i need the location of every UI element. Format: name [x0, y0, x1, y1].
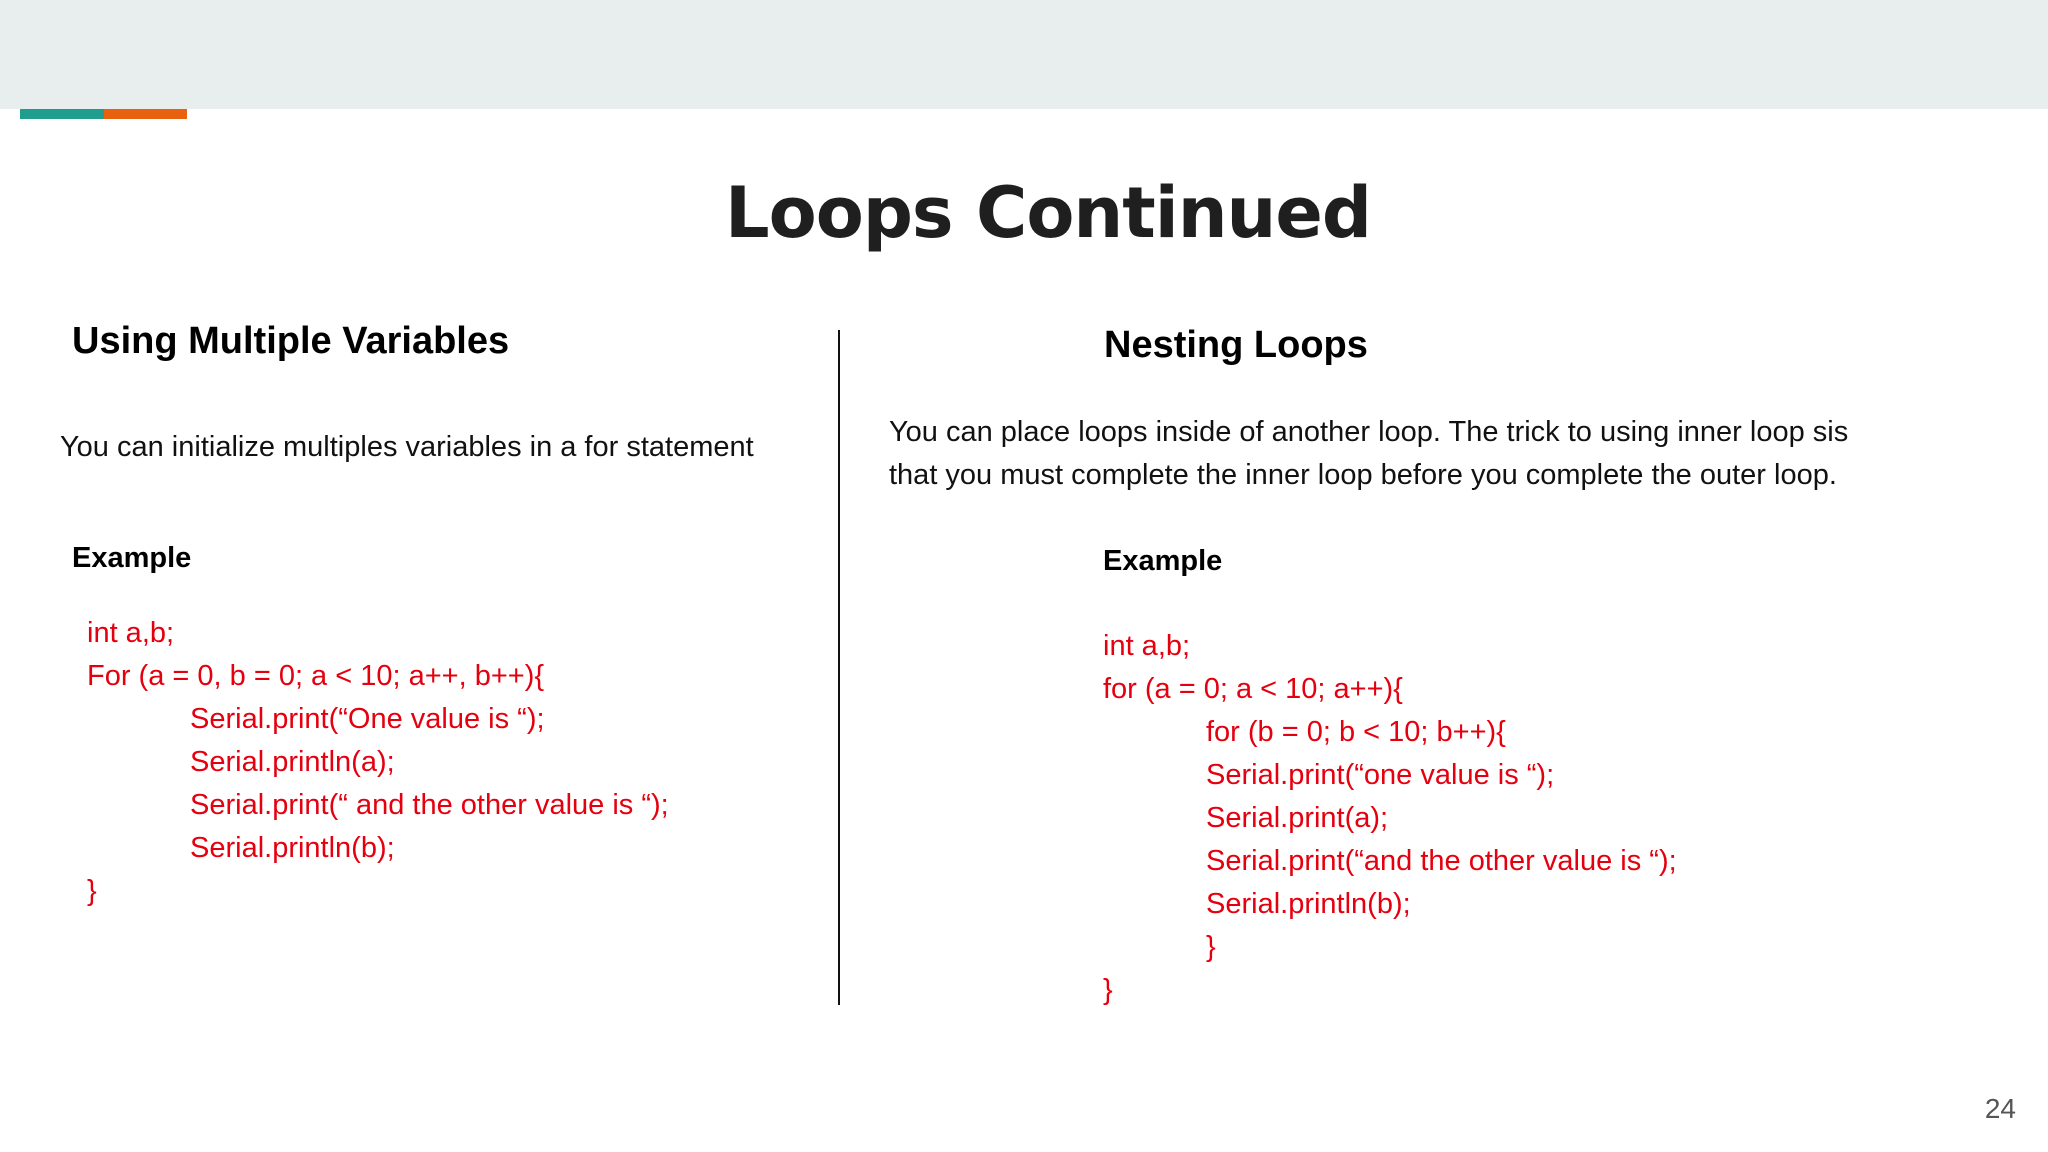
- right-body-line: that you must complete the inner loop before you complete the outer loop.: [889, 459, 1837, 491]
- left-example-label: Example: [72, 542, 192, 574]
- right-body-line: You can place loops inside of another loop. The trick to using inner loop sis: [889, 416, 1849, 448]
- code-line: int a,b;: [1103, 630, 1191, 662]
- right-code-block: [1103, 625, 1677, 1012]
- code-line: int a,b;: [87, 617, 175, 649]
- right-example-label: Example: [1103, 545, 1223, 577]
- code-line: Serial.println(b);: [1206, 888, 1411, 920]
- left-heading: Using Multiple Variables: [72, 320, 510, 362]
- code-line: }: [1206, 931, 1216, 963]
- header-band: [0, 0, 2048, 109]
- code-line: Serial.print(a);: [1206, 802, 1389, 834]
- column-divider: [838, 330, 840, 1005]
- code-line: }: [87, 875, 97, 907]
- code-line: For (a = 0, b = 0; a < 10; a++, b++){: [87, 660, 545, 692]
- code-line: for (a = 0; a < 10; a++){: [1103, 673, 1403, 705]
- code-line: }: [1103, 974, 1113, 1006]
- code-line: Serial.println(a);: [190, 746, 395, 778]
- left-code-block: [87, 612, 669, 913]
- code-line: Serial.println(b);: [190, 832, 395, 864]
- right-heading: Nesting Loops: [1104, 324, 1368, 366]
- accent-bar-teal: [20, 109, 104, 119]
- page-number: 24: [1984, 1093, 2016, 1124]
- code-line: Serial.print(“and the other value is “);: [1206, 845, 1677, 877]
- code-line: for (b = 0; b < 10; b++){: [1206, 716, 1506, 748]
- accent-bar-orange: [104, 109, 187, 119]
- code-line: Serial.print(“one value is “);: [1206, 759, 1555, 791]
- slide-title: Loops Continued: [725, 172, 1371, 254]
- right-body-text: [889, 411, 1848, 497]
- code-line: Serial.print(“One value is “);: [190, 703, 545, 735]
- code-line: Serial.print(“ and the other value is “);: [190, 789, 669, 821]
- left-body-text: You can initialize multiples variables in a for statement: [60, 431, 754, 463]
